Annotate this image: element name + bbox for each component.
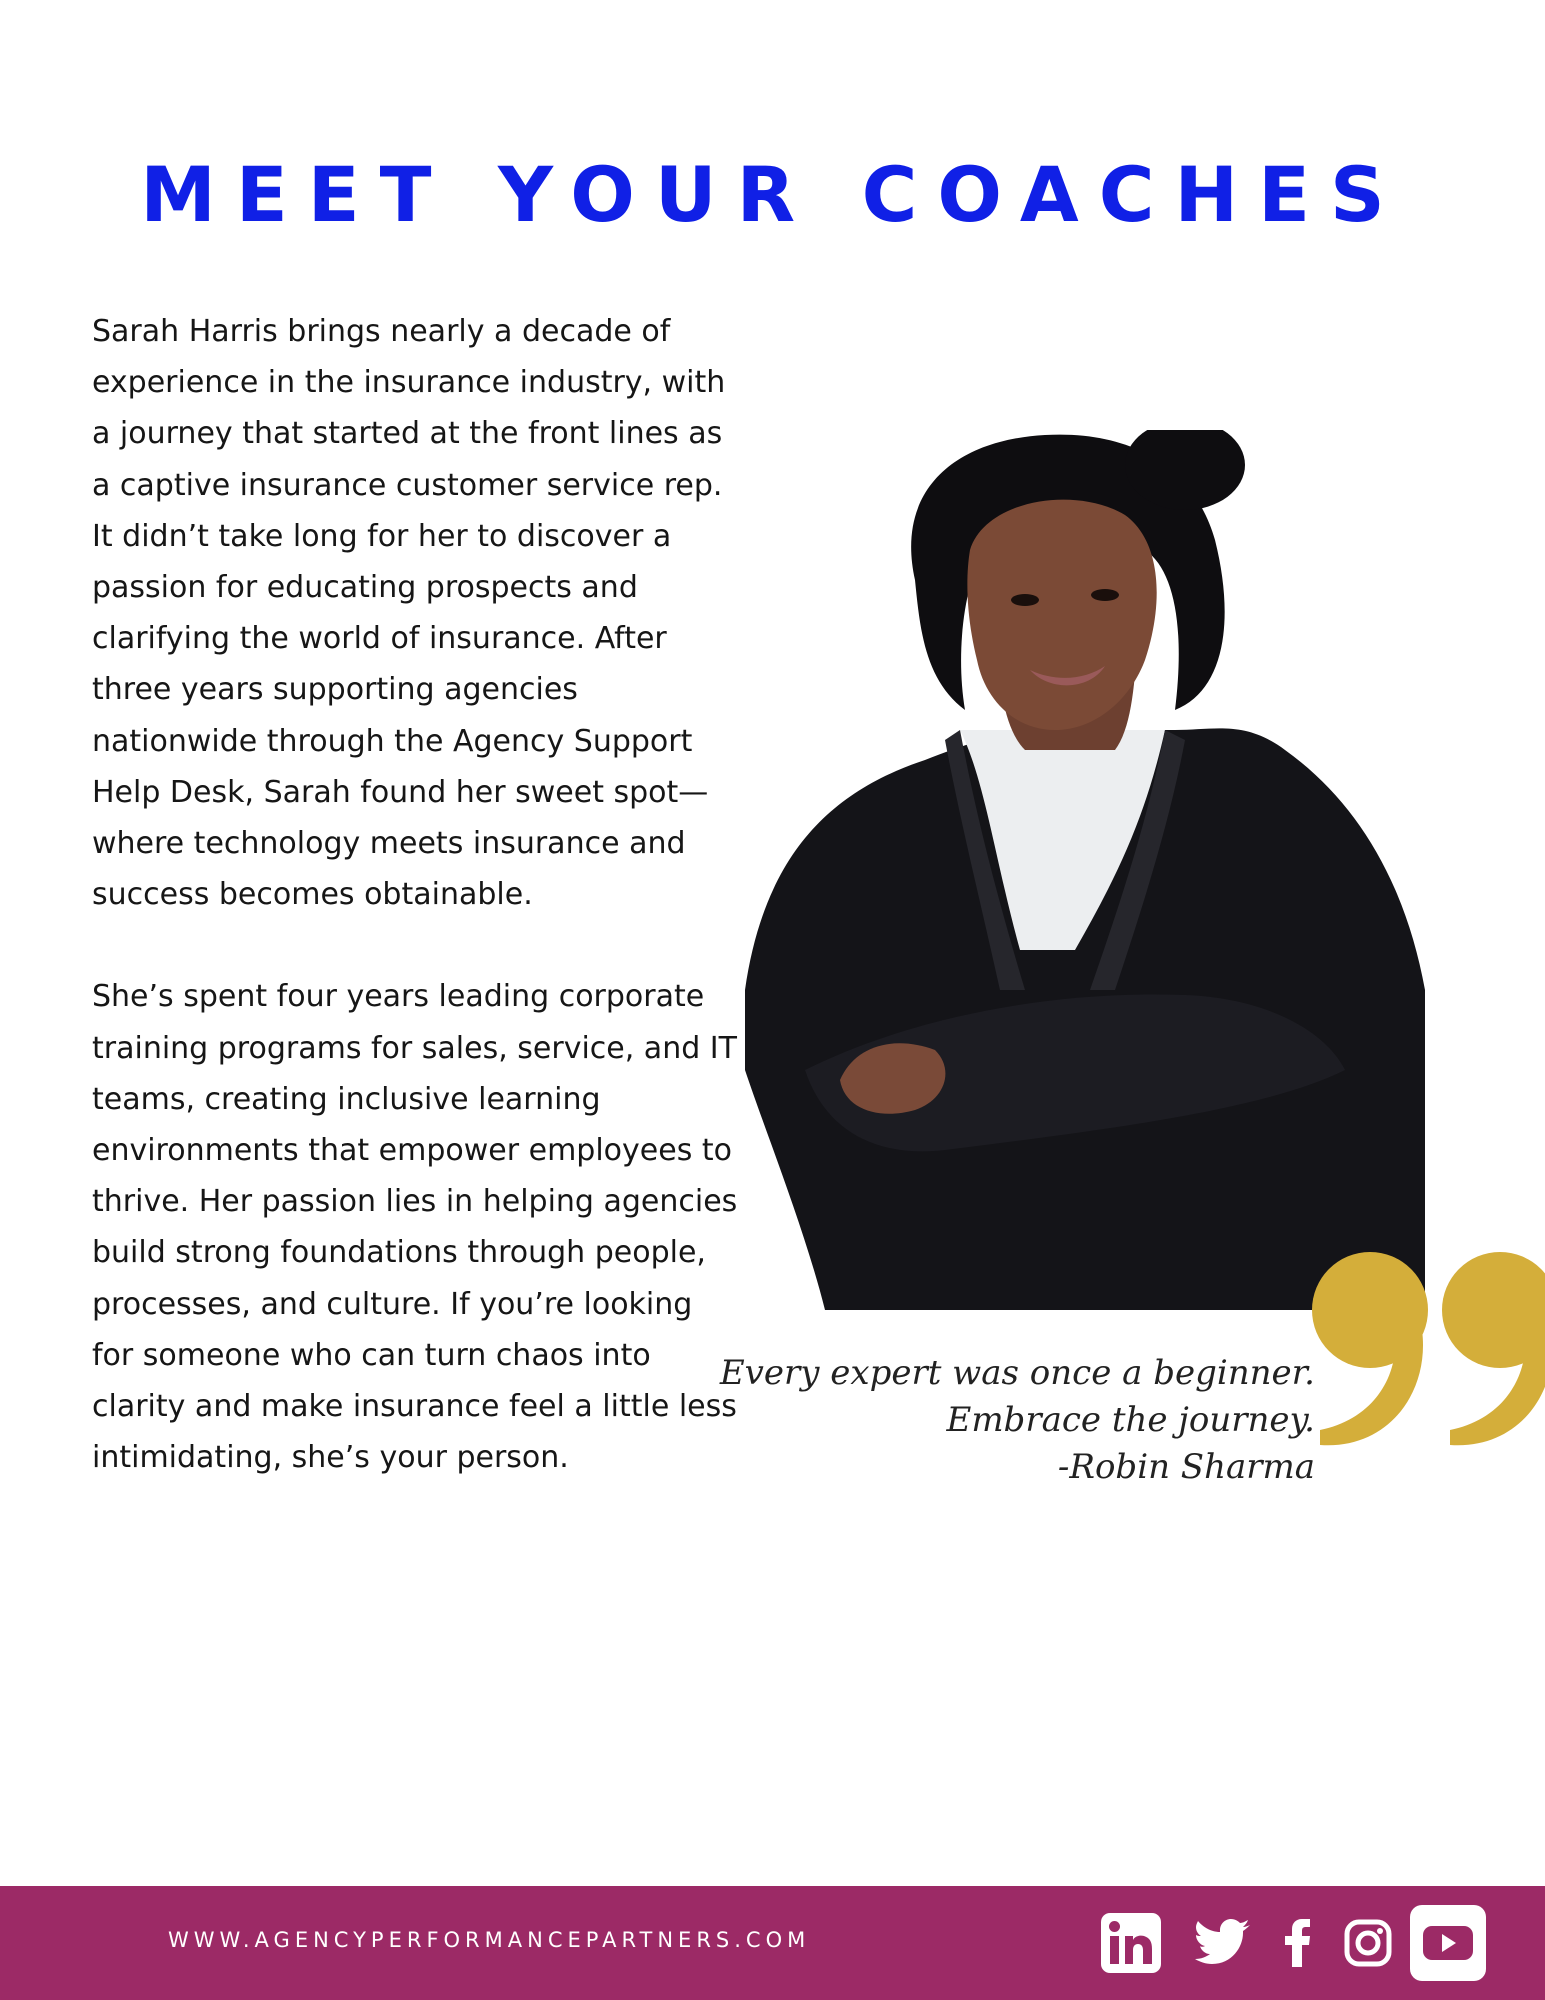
bio-paragraph-2: She’s spent four years leading corporate training programs for sales, service, and IT teams, creating inclusive learning environments that empower employees to thrive. Her passion lies in helping agencies build strong foundations through people, processes, and culture. If you’re looking for someone who can turn chaos into clarity and make insurance feel a little less intimidating, she’s your person.: [92, 979, 738, 1476]
quote-attribution: -Robin Sharma: [1057, 1447, 1315, 1487]
facebook-icon[interactable]: [1283, 1913, 1313, 1973]
page-title: MEET YOUR COACHES: [140, 150, 1405, 239]
quote-mark-icon: [1310, 1250, 1545, 1450]
bio-paragraph-1: Sarah Harris brings nearly a decade of experience in the insurance industry, with a journey that started at the front lines as a captive insurance customer service rep. It didn’t take long for her to discover a passion for educating prospects and clarifying the world of insurance. After three years supporting agencies nationwide through the Agency Support Help Desk, Sarah found her sweet spot—where technology meets insurance and success becomes obtainable.: [92, 314, 726, 913]
footer: [0, 1886, 1545, 2000]
linkedin-icon[interactable]: [1100, 1913, 1162, 1973]
twitter-icon[interactable]: [1195, 1913, 1251, 1973]
coach-photo: [745, 430, 1425, 1310]
quote-line-2: Embrace the journey.: [946, 1400, 1315, 1440]
coach-bio: [92, 306, 742, 1483]
youtube-icon[interactable]: [1408, 1903, 1488, 1983]
instagram-icon[interactable]: [1342, 1913, 1394, 1973]
quote-line-1: Every expert was once a beginner.: [719, 1353, 1315, 1393]
quote: [695, 1350, 1315, 1491]
website-link[interactable]: WWW.AGENCYPERFORMANCEPARTNERS.COM: [168, 1928, 811, 1952]
